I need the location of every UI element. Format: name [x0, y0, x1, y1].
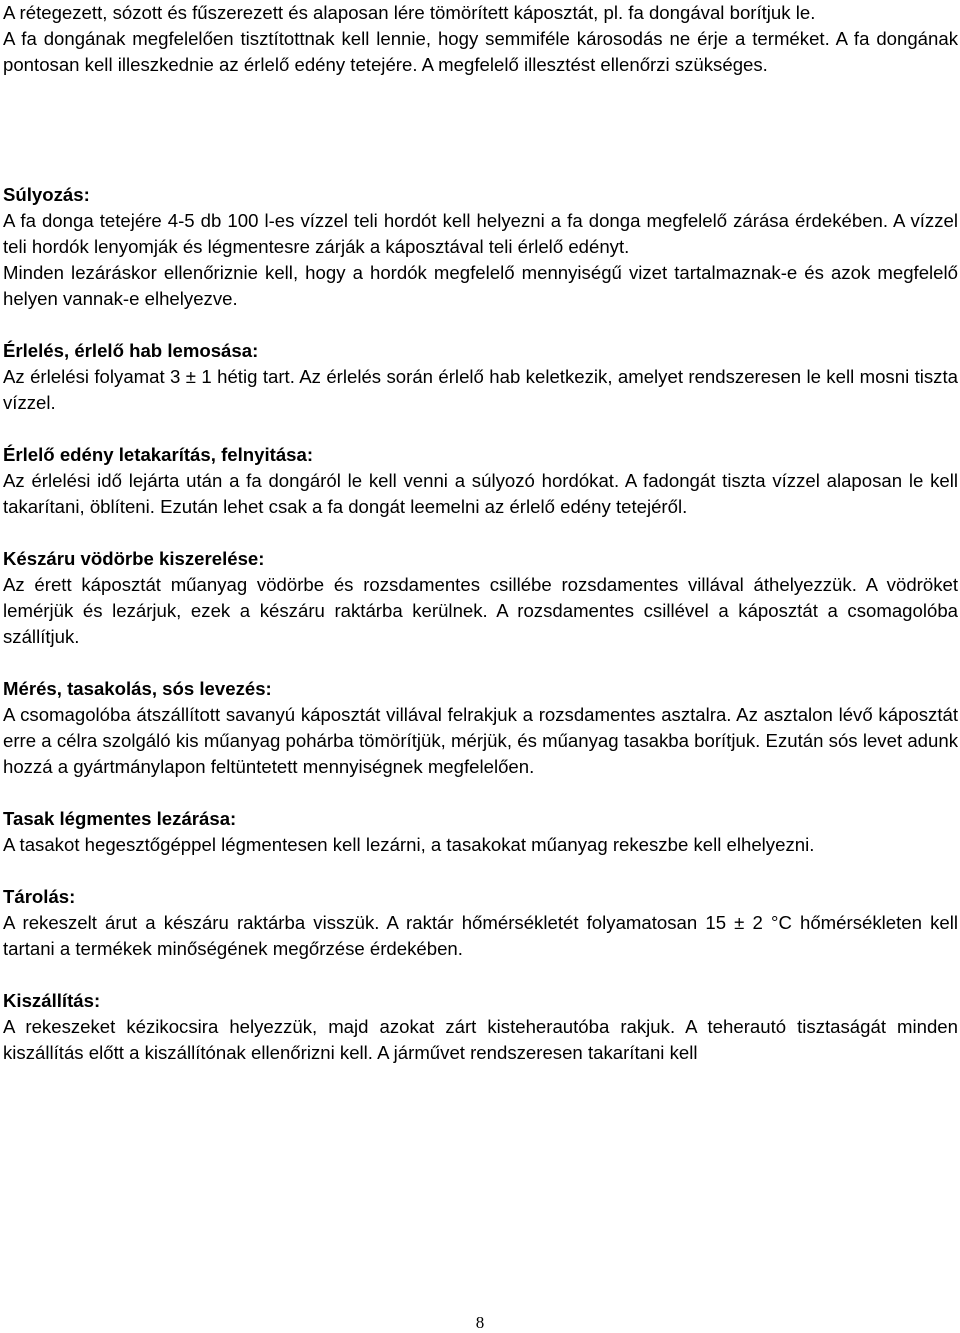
- section-heading: Érlelő edény letakarítás, felnyitása:: [3, 444, 314, 465]
- document-page: [3, 0, 958, 1066]
- section-edeny-letakaritas: [3, 442, 958, 520]
- section-heading: Készáru vödörbe kiszerelése:: [3, 548, 265, 569]
- section-paragraph: A csomagolóba átszállított savanyú káposztát villával felrakjuk a rozsdamentes asztalra. Az asztalon lévő káposztát erre a célra szolgáló kis műanyag pohárba tömörítjük, mérjük, és műanyag tasakba borítjuk. Ezután sós levet adunk hozzá a gyártmánylapon feltüntetett mennyiségnek megfelelően.: [3, 704, 958, 777]
- intro-paragraph: A rétegezett, sózott és fűszerezett és alaposan lére tömörített káposztát, pl. fa dongával borítjuk le.: [3, 2, 816, 23]
- section-keszaru-kiszereles: [3, 546, 958, 650]
- section-paragraph: Minden lezáráskor ellenőriznie kell, hogy a hordók megfelelő mennyiségű vizet tartalmaznak-e és azok megfelelő helyen vannak-e elhelyezve.: [3, 262, 958, 309]
- page-number: 8: [475, 1313, 485, 1332]
- section-heading: Kiszállítás:: [3, 990, 101, 1011]
- section-erleles: [3, 338, 958, 416]
- section-paragraph: Az érlelési idő lejárta után a fa dongáról le kell venni a súlyozó hordókat. A fadongát tiszta vízzel alaposan le kell takarítani, öblíteni. Ezután lehet csak a fa dongát leemelni az érlelő edény tetejéről.: [3, 470, 958, 517]
- section-kiszallitas: [3, 988, 958, 1066]
- section-paragraph: A fa donga tetejére 4-5 db 100 l-es vízzel teli hordót kell helyezni a fa donga megfelelő zárása érdekében. A vízzel teli hordók lenyomják és légmentesre zárják a káposztával teli érlelő edényt.: [3, 210, 958, 257]
- section-paragraph: A tasakot hegesztőgéppel légmentesen kell lezárni, a tasakokat műanyag rekeszbe kell elhelyezni.: [3, 834, 815, 855]
- section-paragraph: Az érett káposztát műanyag vödörbe és rozsdamentes csillébe rozsdamentes villával áthelyezzük. A vödröket lemérjük és lezárjuk, ezek a készáru raktárba kerülnek. A rozsdamentes csillével a káposztát a csomagolóba szállítjuk.: [3, 574, 958, 647]
- intro-paragraph: A fa dongának megfelelően tisztítottnak kell lennie, hogy semmiféle károsodás ne érje a terméket. A fa dongának pontosan kell illeszkednie az érlelő edény tetejére. A megfelelő illesztést ellenőrzi szükséges.: [3, 28, 958, 75]
- section-heading: Mérés, tasakolás, sós levezés:: [3, 678, 272, 699]
- section-heading: Tasak légmentes lezárása:: [3, 808, 237, 829]
- section-paragraph: Az érlelési folyamat 3 ± 1 hétig tart. Az érlelés során érlelő hab keletkezik, amelyet rendszeresen le kell mosni tiszta vízzel.: [3, 366, 958, 413]
- section-paragraph: A rekeszelt árut a készáru raktárba visszük. A raktár hőmérsékletét folyamatosan 15 ± 2 °C hőmérsékleten kell tartani a termékek minőségének megőrzése érdekében.: [3, 912, 958, 959]
- section-heading: Tárolás:: [3, 886, 76, 907]
- section-tarolas: [3, 884, 958, 962]
- section-paragraph: A rekeszeket kézikocsira helyezzük, majd azokat zárt kisteherautóba rakjuk. A teherautó tisztaságát minden kiszállítás előtt a kiszállítónak ellenőrizni kell. A járművet rendszeresen takarítani kell: [3, 1016, 958, 1063]
- section-heading: Érlelés, érlelő hab lemosása:: [3, 340, 259, 361]
- section-sulyozas: [3, 182, 958, 312]
- section-tasak-lezaras: [3, 806, 958, 858]
- intro-section: [3, 0, 958, 78]
- section-meres-tasakolas: [3, 676, 958, 780]
- section-heading: Súlyozás:: [3, 184, 90, 205]
